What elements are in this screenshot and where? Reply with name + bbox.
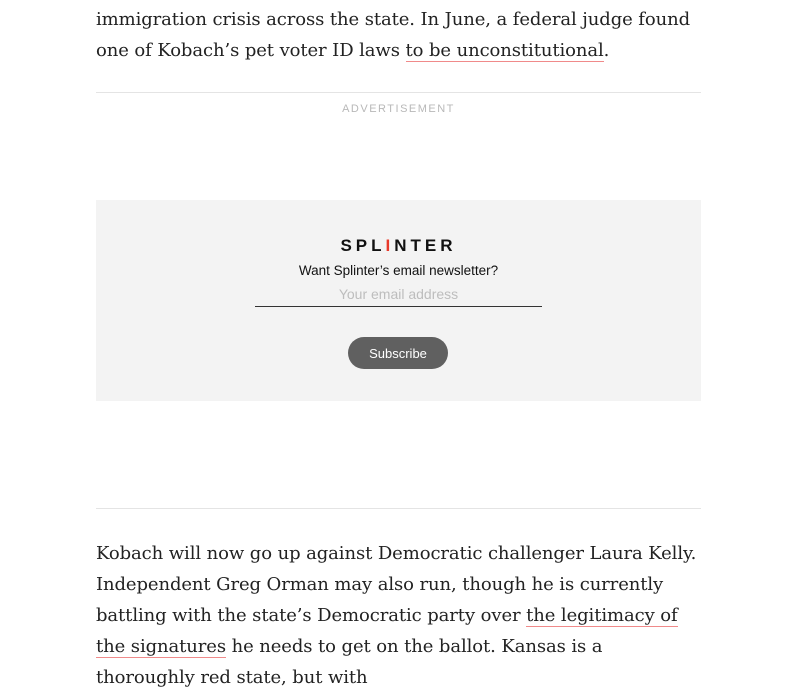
newsletter-prompt: Want Splinter’s email newsletter? xyxy=(298,263,499,278)
newsletter-signup xyxy=(96,200,701,401)
article-paragraph xyxy=(96,538,706,693)
email-input[interactable] xyxy=(255,282,542,307)
paragraph-text: . xyxy=(603,40,610,61)
subscribe-button[interactable]: Subscribe xyxy=(348,337,448,369)
article-paragraph xyxy=(96,4,706,66)
unconstitutional-link[interactable]: to be unconstitutional xyxy=(405,40,604,61)
paragraph-text: he needs to get on the ballot. Kansas is a thoroughly red state, but with xyxy=(96,636,603,688)
paragraph-text: Kobach will now go up against Democratic challenger Laura Kelly. Independent Greg Orman may also run, though he is currently battling with the state’s Democratic party over xyxy=(96,543,697,626)
splinter-logo: SPLINTER xyxy=(340,236,457,255)
advertisement-label: ADVERTISEMENT xyxy=(342,103,455,115)
divider xyxy=(96,92,701,93)
signatures-link[interactable]: the legitimacy of the signatures xyxy=(96,605,678,657)
paragraph-text: immigration crisis across the state. In June, a federal judge found one of Kobach’s pet voter ID laws xyxy=(96,9,691,61)
divider xyxy=(96,508,701,509)
